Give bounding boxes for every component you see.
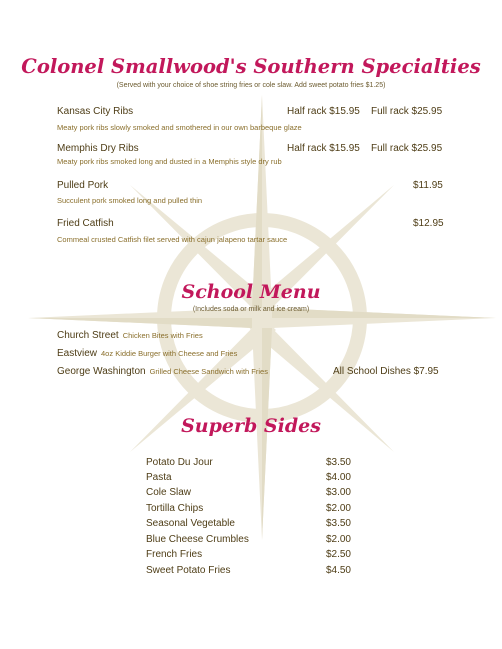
side-item: [146, 565, 351, 580]
school-item-name: George Washington: [57, 366, 146, 377]
side-name: Blue Cheese Crumbles: [146, 534, 249, 545]
side-name: Tortilla Chips: [146, 503, 204, 514]
side-price: $2.50: [325, 549, 351, 560]
side-name: Pasta: [146, 472, 172, 483]
side-price: $2.00: [325, 534, 351, 545]
item-name: Kansas City Ribs: [57, 106, 134, 117]
half-rack-price: Half rack $15.95: [287, 106, 360, 117]
side-price: $4.50: [325, 565, 351, 576]
side-item: [146, 472, 351, 487]
school-item-description: 4oz Kiddie Burger with Cheese and Fries: [101, 349, 238, 358]
school-item-name: Church Street: [57, 330, 119, 341]
side-item: [146, 534, 351, 549]
school-item-name: Eastview: [57, 348, 98, 359]
school-item: [57, 366, 268, 377]
item-description: Succulent pork smoked long and pulled thin: [57, 196, 203, 205]
side-price: $2.00: [325, 503, 351, 514]
side-price: $3.00: [325, 487, 351, 498]
side-item: [146, 518, 351, 533]
school-menu-note: (Includes soda or milk and ice cream): [192, 306, 310, 313]
item-price: $12.95: [413, 218, 444, 229]
side-price: $3.50: [325, 457, 351, 468]
item-description: Commeal crusted Catfish filet served with cajun jalapeno tartar sauce: [57, 235, 288, 244]
specialties-note: (Served with your choice of shoe string fries or cole slaw. Add sweet potato fries $1.25): [116, 82, 386, 89]
side-price: $3.50: [325, 518, 351, 529]
full-rack-price: Full rack $25.95: [371, 143, 443, 154]
side-name: French Fries: [146, 549, 203, 560]
school-item-description: Grilled Cheese Sandwich with Fries: [149, 367, 268, 376]
school-item-description: Chicken Bites with Fries: [122, 331, 203, 340]
item-name: Pulled Pork: [57, 180, 109, 191]
item-name: Fried Catfish: [57, 218, 114, 229]
side-name: Sweet Potato Fries: [146, 565, 231, 576]
school-menu-title: School Menu: [181, 281, 321, 303]
all-school-dishes-price: All School Dishes $7.95: [333, 366, 439, 377]
specialties-title: Colonel Smallwood's Southern Specialties: [21, 55, 481, 78]
side-item: [146, 457, 351, 472]
half-rack-price: Half rack $15.95: [287, 143, 360, 154]
side-item: [146, 503, 351, 518]
side-name: Potato Du Jour: [146, 457, 213, 468]
item-name: Memphis Dry Ribs: [57, 143, 139, 154]
item-price: $11.95: [413, 180, 443, 191]
item-description: Meaty pork ribs slowly smoked and smothered in our own barbeque glaze: [57, 123, 302, 132]
sides-title: Superb Sides: [181, 415, 321, 437]
side-item: [146, 487, 351, 502]
school-item: [57, 348, 237, 359]
side-item: [146, 549, 351, 564]
side-price: $4.00: [325, 472, 351, 483]
item-description: Meaty pork ribs smoked long and dusted in a Memphis style dry rub: [57, 157, 282, 166]
side-name: Cole Slaw: [146, 487, 192, 498]
full-rack-price: Full rack $25.95: [371, 106, 443, 117]
school-item: [57, 330, 203, 341]
side-name: Seasonal Vegetable: [146, 518, 235, 529]
